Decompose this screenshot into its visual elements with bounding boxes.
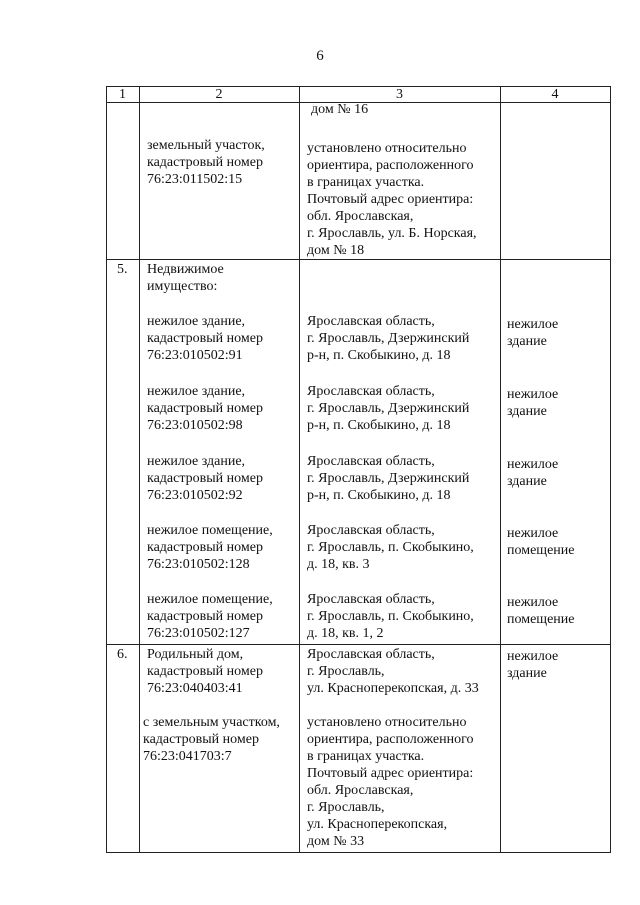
table-bottom-border xyxy=(106,852,611,853)
row-divider-6 xyxy=(106,644,611,645)
table-border-right xyxy=(610,86,611,852)
header-col-2: 2 xyxy=(215,87,223,102)
column-divider-3 xyxy=(500,86,501,852)
row5-title: Недвижимое имущество: xyxy=(147,262,224,294)
row5-item4-address: Ярославская область, г. Ярославль, п. Скобыкино, д. 18, кв. 3 xyxy=(307,523,474,572)
column-divider-1 xyxy=(139,86,140,852)
row6-building-address: Ярославская область, г. Ярославль, ул. Красноперекопская, д. 33 xyxy=(307,647,479,696)
header-col-4: 4 xyxy=(551,87,559,102)
cont-land-plot-address: установлено относительно ориентира, расположенного в границах участка. Почтовый адрес ориентира: обл. Ярославская, г. Ярославль, ул. Б. Норская, дом № 18 xyxy=(307,141,477,258)
table-top-border xyxy=(106,86,611,87)
row6-number: 6. xyxy=(117,647,128,662)
row6-building-type: нежилое здание xyxy=(507,649,559,681)
column-divider-2 xyxy=(299,86,300,852)
row-divider-5 xyxy=(106,259,611,260)
row5-item2-address: Ярославская область, г. Ярославль, Дзержинский р-н, п. Скобыкино, д. 18 xyxy=(307,384,470,433)
page-number: 6 xyxy=(316,48,324,64)
row5-item5-type: нежилое помещение xyxy=(507,595,575,627)
header-col-3: 3 xyxy=(396,87,403,102)
row5-item2-type: нежилое здание xyxy=(507,387,559,419)
table-border-left xyxy=(106,86,107,852)
row5-number: 5. xyxy=(117,262,128,277)
cont-address-top: дом № 16 xyxy=(311,102,369,117)
row5-item5-name: нежилое помещение, кадастровый номер 76:23:010502:127 xyxy=(147,592,273,641)
row5-item5-address: Ярославская область, г. Ярославль, п. Скобыкино, д. 18, кв. 1, 2 xyxy=(307,592,474,641)
row5-item3-name: нежилое здание, кадастровый номер 76:23:010502:92 xyxy=(147,454,263,503)
row5-item3-type: нежилое здание xyxy=(507,457,559,489)
row5-item2-name: нежилое здание, кадастровый номер 76:23:010502:98 xyxy=(147,384,263,433)
row6-building-name: Родильный дом, кадастровый номер 76:23:040403:41 xyxy=(147,647,263,696)
row6-land-address: установлено относительно ориентира, расположенного в границах участка. Почтовый адрес ориентира: обл. Ярославская, г. Ярославль, ул. Красноперекопская, дом № 33 xyxy=(307,715,474,849)
row5-item1-address: Ярославская область, г. Ярославль, Дзержинский р-н, п. Скобыкино, д. 18 xyxy=(307,314,470,363)
row6-land-name: с земельным участком, кадастровый номер 76:23:041703:7 xyxy=(143,715,280,764)
row5-item4-type: нежилое помещение xyxy=(507,526,575,558)
row5-item3-address: Ярославская область, г. Ярославль, Дзержинский р-н, п. Скобыкино, д. 18 xyxy=(307,454,470,503)
cont-land-plot-name: земельный участок, кадастровый номер 76:23:011502:15 xyxy=(147,138,265,187)
header-col-1: 1 xyxy=(119,87,126,102)
row5-item1-name: нежилое здание, кадастровый номер 76:23:010502:91 xyxy=(147,314,263,363)
row5-item1-type: нежилое здание xyxy=(507,317,559,349)
row5-item4-name: нежилое помещение, кадастровый номер 76:23:010502:128 xyxy=(147,523,273,572)
